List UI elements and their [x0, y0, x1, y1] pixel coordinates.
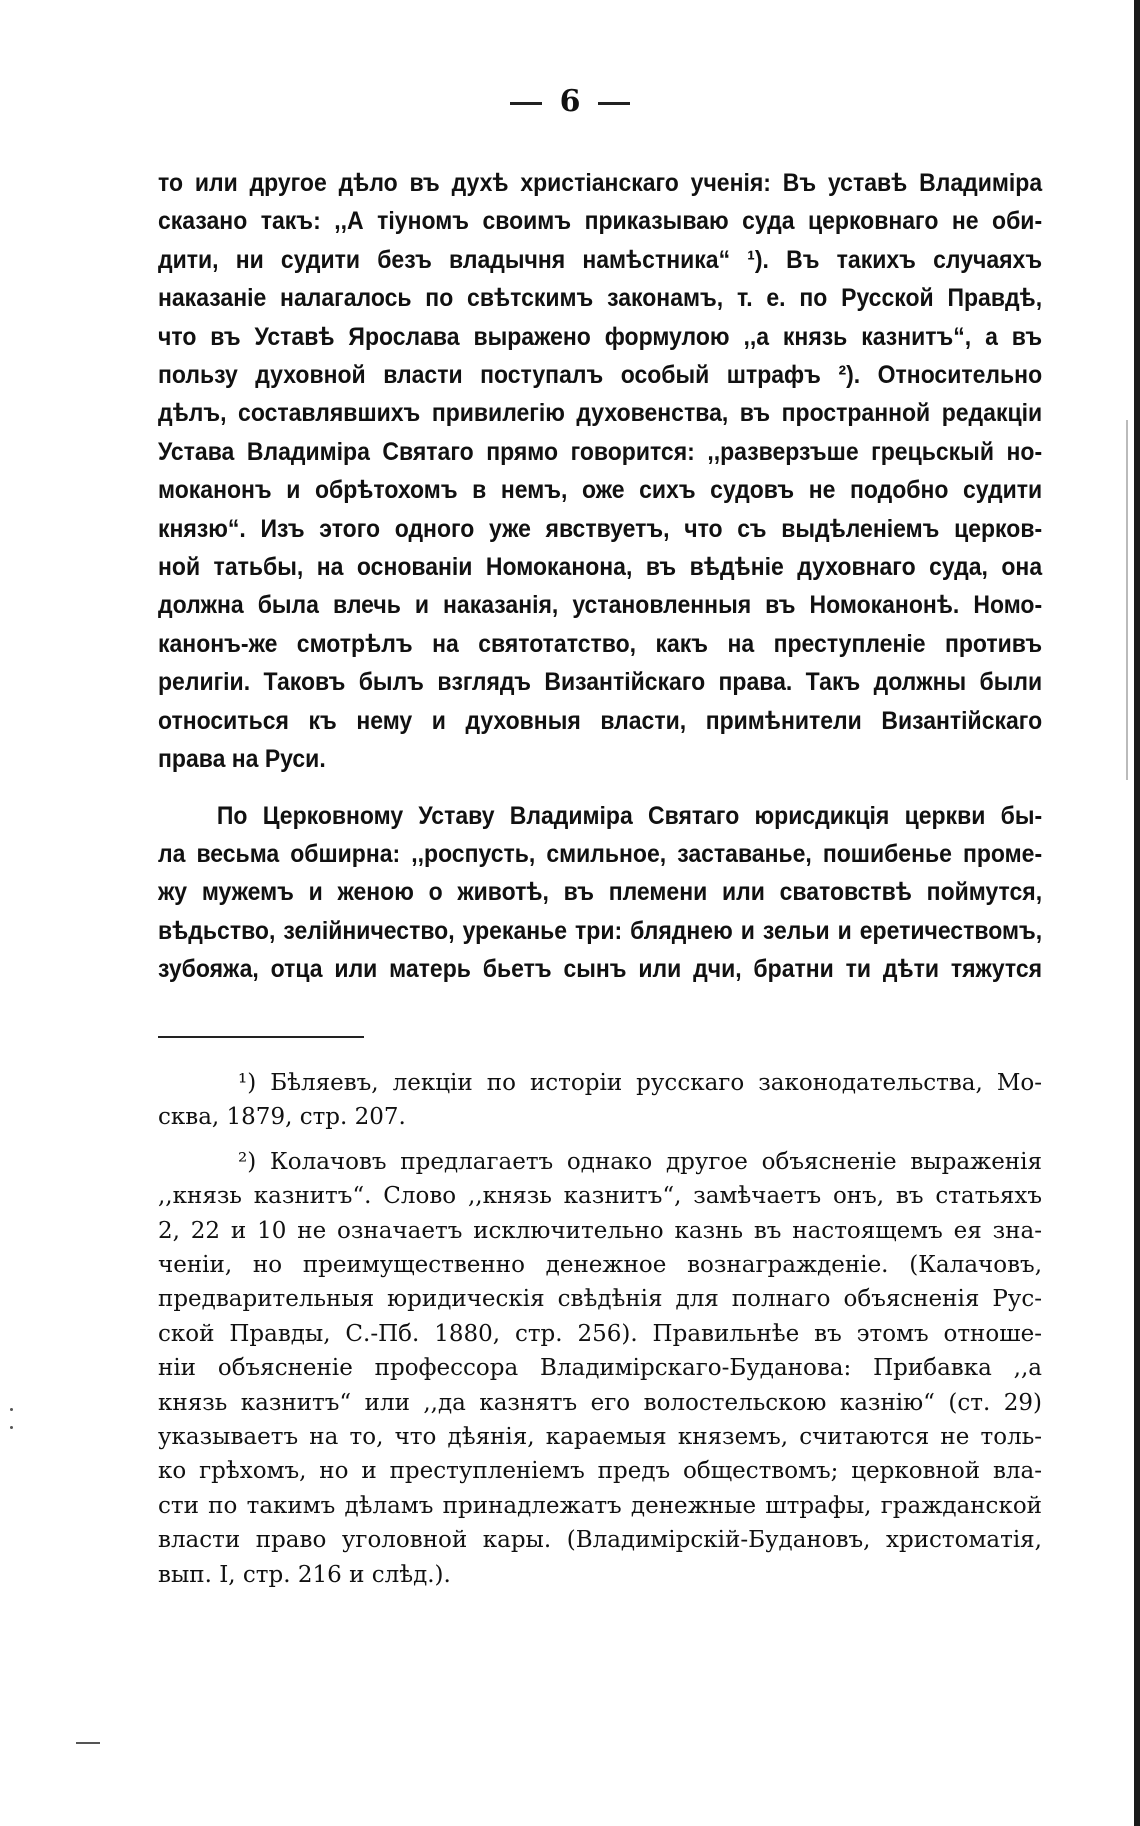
text-line: жу мужемъ и женою о животѣ, въ племени или сватовствѣ поймутся, [158, 878, 1043, 907]
page-number-value: 6 [559, 84, 581, 119]
page-number-dash-right [598, 102, 630, 105]
footnote-line: ской Правды, С.-Пб. 1880, стр. 256). Правильнѣе въ этомъ отноше- [158, 1320, 1042, 1347]
footnote-line: ,,князь казнитъ“. Слово ,,князь казнитъ“, замѣчаетъ онъ, въ статьяхъ [158, 1183, 1042, 1210]
footnote-line: ченіи, но преимущественно денежное вознагражденіе. (Калачовъ, [158, 1252, 1042, 1279]
footnote-line: ніи объясненіе профессора Владимірскаго-Буданова: Прибавка ,,а [158, 1355, 1042, 1382]
text-line: пользу духовной власти поступалъ особый штрафъ ²). Относительно [158, 361, 1043, 390]
footnote-separator [158, 1036, 364, 1038]
text-line: дѣлъ, составлявшихъ привилегію духовенства, въ пространной редакціи [158, 399, 1043, 428]
scan-mark [76, 1742, 100, 1744]
text-line: то или другое дѣло въ духѣ христіанскаго ученія: Въ уставѣ Владиміра [158, 169, 1043, 197]
footnote-line: предварительныя юридическія свѣдѣнія для полнаго объясненія Рус- [158, 1286, 1042, 1313]
text-line: моканонъ и обрѣтохомъ в немъ, оже сихъ судовъ не подобно судити [158, 476, 1043, 505]
text-line: дити, ни судити безъ владычня намѣстника“ ¹). Въ такихъ случаяхъ [158, 245, 1043, 274]
text-line: Устава Владиміра Святаго прямо говорится: ,,разверзъше грецьскый но- [158, 437, 1043, 466]
text-line: ной татьбы, на основаніи Номоканона, въ вѣдѣніе духовнаго суда, она [158, 553, 1043, 582]
footnote-line: вып. I, стр. 216 и слѣд.). [158, 1561, 451, 1588]
main-text [158, 164, 1042, 989]
footnotes [158, 1066, 1042, 1592]
text-line: По Церковному Уставу Владиміра Святаго юрисдикція церкви бы- [216, 801, 1043, 830]
footnote-line: 2, 22 и 10 не означаетъ исключительно казнь въ настоящемъ ея зна- [158, 1217, 1042, 1244]
text-line: сказано такъ: ,,А тіуномъ своимъ приказываю суда церковнаго не оби- [158, 207, 1043, 236]
footnote-line: князь казнитъ“ или ,,да казнятъ его волостельскою казнію“ (ст. 29) [158, 1389, 1042, 1416]
footnote-line: ¹) Бѣляевъ, лекціи по исторіи русскаго законодательства, Мо- [238, 1070, 1042, 1096]
text-line: князю“. Изъ этого одного уже явствуетъ, что съ выдѣленіемъ церков- [158, 514, 1043, 543]
footnote-gap [158, 1135, 1042, 1145]
text-line: ла весьма обширна: ,,роспусть, смильное, заставанье, пошибенье проме- [158, 839, 1043, 868]
text-line: наказаніе налагалось по свѣтскимъ законамъ, т. е. по Русской Правдѣ, [158, 284, 1043, 313]
text-line: вѣдьство, зелійничество, уреканье три: бляднею и зельи и еретичествомъ, [158, 916, 1043, 945]
footnote-line: ²) Колачовъ предлагаетъ однако другое объясненіе выраженія [238, 1148, 1042, 1175]
text-line: должна была влечь и наказанія, установленныя въ Номоканонѣ. Номо- [158, 591, 1043, 620]
text-line: зубояжа, отца или матерь бьетъ сынъ или дчи, братни ти дѣти тяжутся [158, 955, 1043, 984]
scan-edge-line [1126, 420, 1128, 780]
scan-edge-shadow [1134, 0, 1140, 1826]
text-line: относиться къ нему и духовныя власти, примѣнители Византійскаго [158, 706, 1043, 735]
footnote-line: власти право уголовной кары. (Владимірскій-Будановъ, христоматія, [158, 1527, 1042, 1554]
page-number [0, 84, 1140, 119]
scan-speck [10, 1426, 13, 1429]
footnote-line: указываетъ на то, что дѣянія, караемыя княземъ, считаются не толь- [158, 1424, 1042, 1451]
footnote-line: сква, 1879, стр. 207. [158, 1104, 406, 1131]
footnote-line: сти по такимъ дѣламъ принадлежатъ денежные штрафы, гражданской [158, 1492, 1042, 1519]
text-line: религіи. Таковъ былъ взглядъ Византійскаго права. Такъ должны были [158, 668, 1043, 697]
text-line: права на Руси. [158, 745, 326, 774]
text-line: что въ Уставѣ Ярослава выражено формулою ,,а князь казнитъ“, а въ [158, 322, 1043, 351]
paragraph-gap [158, 779, 1042, 797]
footnote-line: ко грѣхомъ, но и преступленіемъ предъ обществомъ; церковной вла- [158, 1458, 1042, 1485]
scan-speck [10, 1408, 13, 1411]
text-line: канонъ-же смотрѣлъ на святотатство, какъ на преступленіе противъ [158, 629, 1043, 658]
page-number-dash-left [510, 102, 542, 105]
